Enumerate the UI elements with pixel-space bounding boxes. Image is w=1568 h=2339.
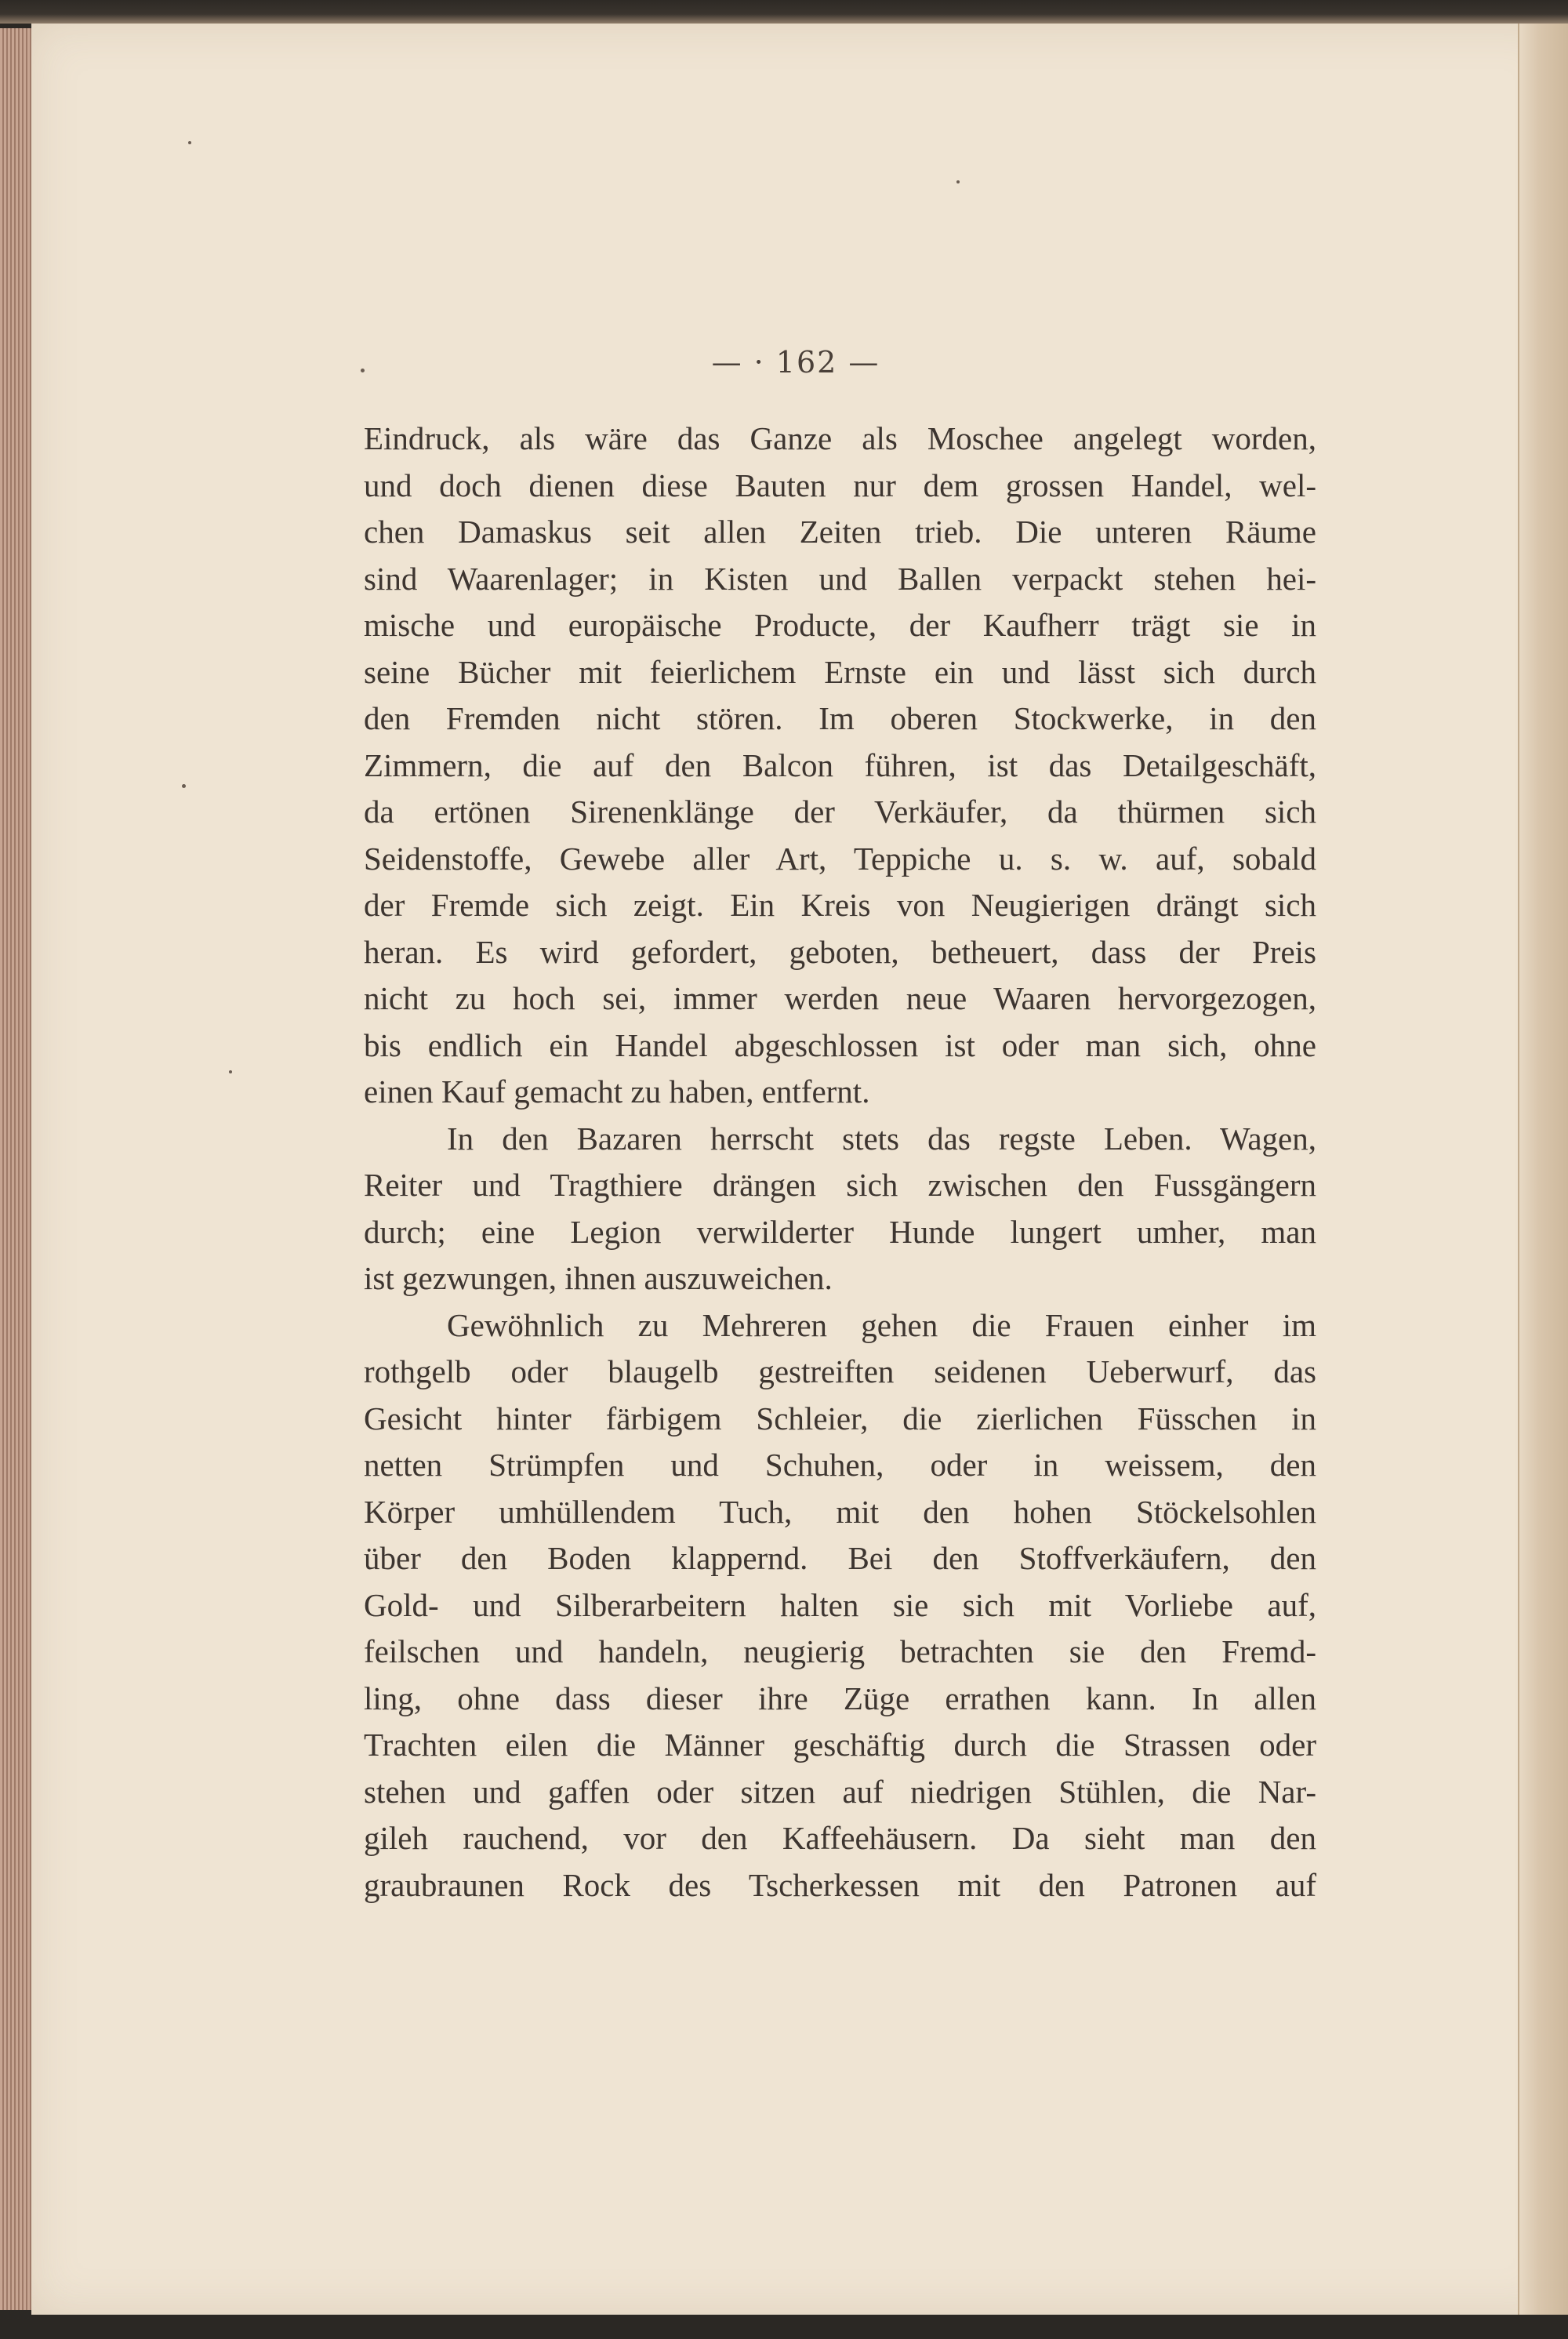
text-line: durch; eine Legion verwilderter Hunde lungert umher, man <box>364 1213 1316 1250</box>
text-line: mische und europäische Producte, der Kaufherr trägt sie in <box>364 607 1316 643</box>
text-line: feilschen und handeln, neugierig betrachten sie den Fremd- <box>364 1633 1316 1669</box>
text-line: Körper umhüllendem Tuch, mit den hohen Stöckelsohlen <box>364 1493 1316 1530</box>
binding-edge <box>1518 24 1568 2315</box>
top-book-edge <box>0 0 1568 24</box>
text-line: gileh rauchend, vor den Kaffeehäusern. Da sieht man den <box>364 1820 1316 1856</box>
paper-speck <box>229 1070 232 1073</box>
body-text <box>364 416 1316 1909</box>
text-line: stehen und gaffen oder sitzen auf niedrigen Stühlen, die Nar- <box>364 1773 1316 1810</box>
text-line: und doch dienen diese Bauten nur dem grossen Handel, wel- <box>364 467 1316 503</box>
text-line: Reiter und Tragthiere drängen sich zwischen den Fussgängern <box>364 1167 1316 1203</box>
paragraph-1 <box>364 416 1316 1116</box>
text-line: Eindruck, als wäre das Ganze als Moschee angelegt worden, <box>364 420 1316 456</box>
text-line: netten Strümpfen und Schuhen, oder in weissem, den <box>364 1447 1316 1483</box>
text-line: Seidenstoffe, Gewebe aller Art, Teppiche u. s. w. auf, sobald <box>364 840 1316 877</box>
text-line: graubraunen Rock des Tscherkessen mit den Patronen auf <box>364 1866 1316 1903</box>
paragraph-3 <box>364 1302 1316 1909</box>
text-line: heran. Es wird gefordert, geboten, betheuert, dass der Preis <box>364 933 1316 970</box>
paper-speck <box>188 141 191 144</box>
text-line: Gesicht hinter färbigem Schleier, die zierlichen Füsschen in <box>364 1400 1316 1436</box>
paper-speck <box>956 180 960 183</box>
text-line: ist gezwungen, ihnen auszuweichen. <box>364 1260 833 1296</box>
text-line: ling, ohne dass dieser ihre Züge errathen kann. In allen <box>364 1680 1316 1716</box>
text-line: bis endlich ein Handel abgeschlossen ist oder man sich, ohne <box>364 1026 1316 1063</box>
text-line: Trachten eilen die Männer geschäftig durch die Strassen oder <box>364 1727 1316 1763</box>
text-line: da ertönen Sirenenklänge der Verkäufer, da thürmen sich <box>364 794 1316 830</box>
left-page-edges <box>0 28 31 2310</box>
text-line: In den Bazaren herrscht stets das regste Leben. Wagen, <box>447 1120 1316 1157</box>
text-line: Gewöhnlich zu Mehreren gehen die Frauen einher im <box>447 1306 1316 1343</box>
text-line: einen Kauf gemacht zu haben, entfernt. <box>364 1073 870 1110</box>
text-line: den Fremden nicht stören. Im oberen Stockwerke, in den <box>364 700 1316 736</box>
text-line: rothgelb oder blaugelb gestreiften seidenen Ueberwurf, das <box>364 1353 1316 1389</box>
paper-speck <box>182 784 186 788</box>
page-sheet <box>31 24 1560 2315</box>
text-line: nicht zu hoch sei, immer werden neue Waaren hervorgezogen, <box>364 980 1316 1016</box>
text-line: sind Waarenlager; in Kisten und Ballen verpackt stehen hei- <box>364 560 1316 597</box>
bottom-book-edge <box>0 2315 1568 2339</box>
paragraph-2 <box>364 1116 1316 1302</box>
text-line: seine Bücher mit feierlichem Ernste ein und lässt sich durch <box>364 653 1316 690</box>
paper-speck <box>361 369 365 372</box>
text-line: Gold- und Silberarbeitern halten sie sich mit Vorliebe auf, <box>364 1586 1316 1623</box>
text-line: über den Boden klappernd. Bei den Stoffverkäufern, den <box>364 1540 1316 1576</box>
text-line: der Fremde sich zeigt. Ein Kreis von Neugierigen drängt sich <box>364 887 1316 923</box>
text-line: Zimmern, die auf den Balcon führen, ist das Detailgeschäft, <box>364 746 1316 783</box>
text-line: chen Damaskus seit allen Zeiten trieb. Die unteren Räume <box>364 514 1316 550</box>
page-number: — · 162 — <box>711 345 880 380</box>
